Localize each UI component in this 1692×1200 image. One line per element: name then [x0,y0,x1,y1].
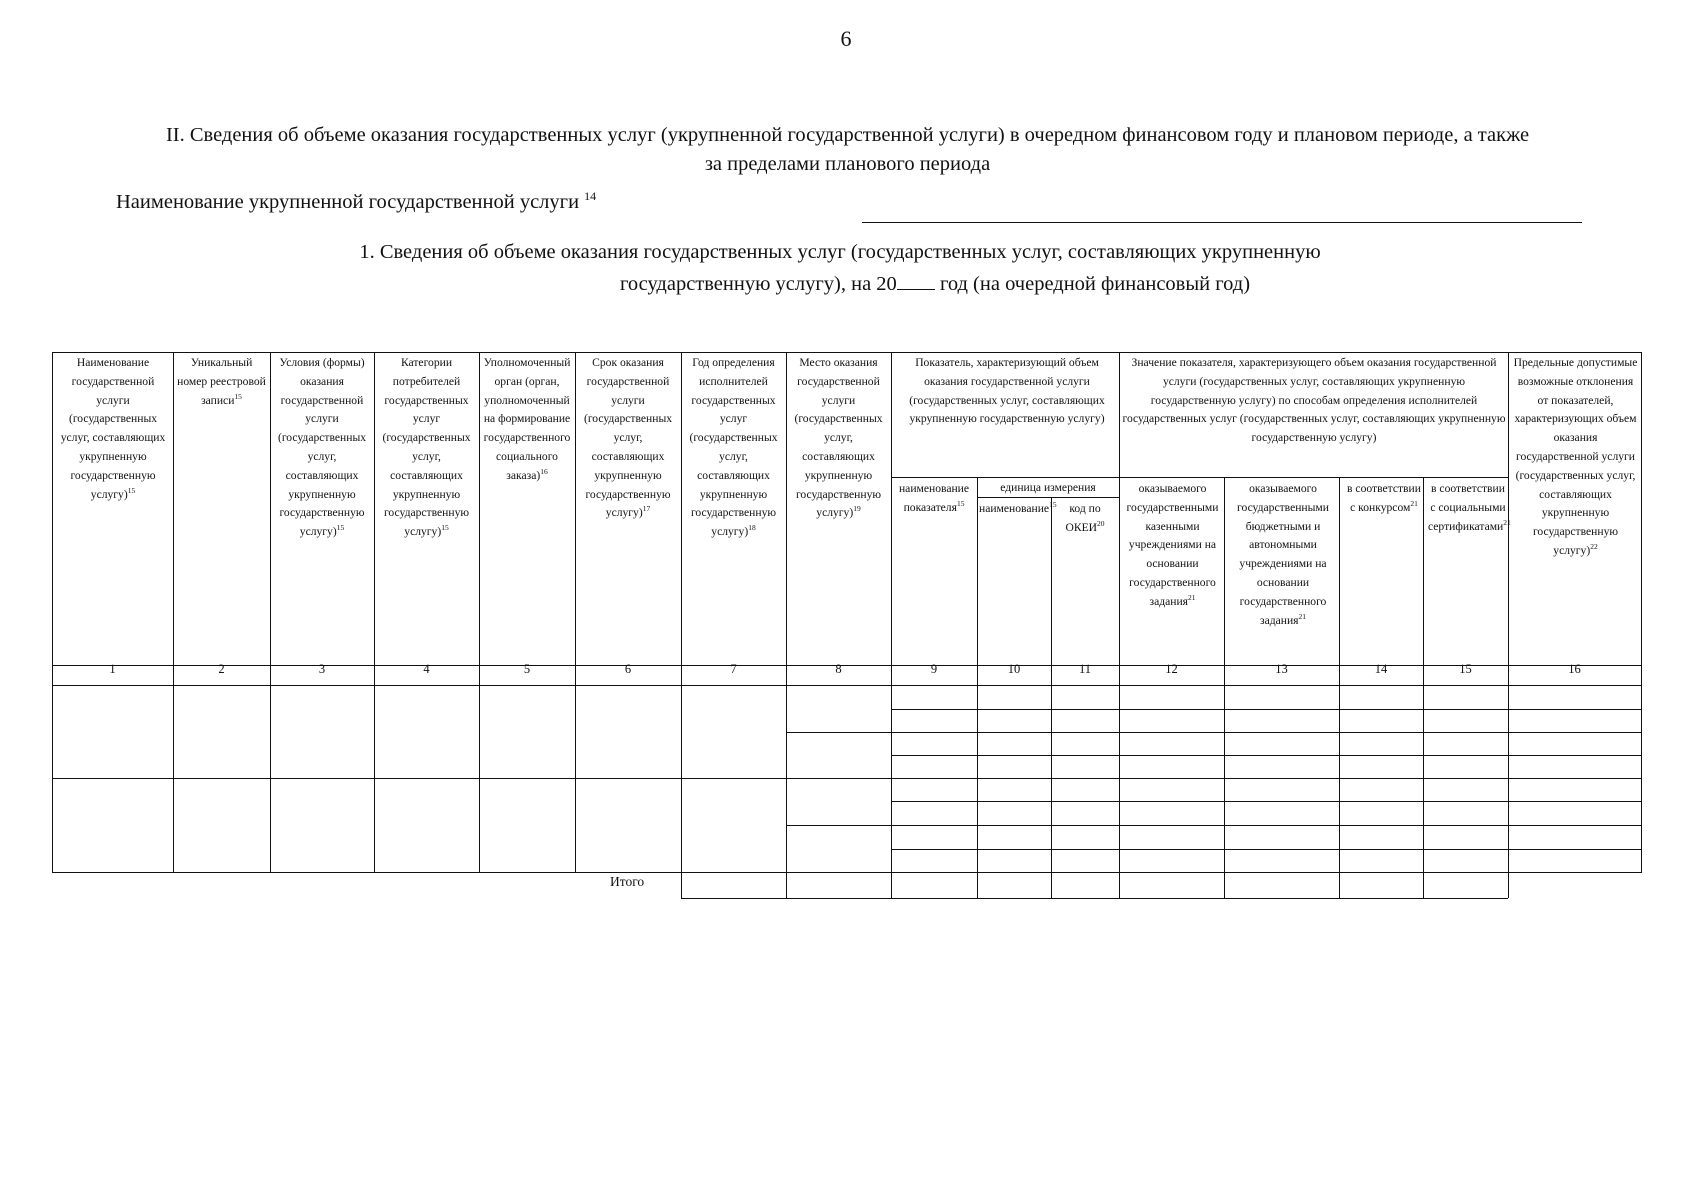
header-permissible-deviations: Предельные допустимые возможные отклонения от показателей, характеризующих объем оказания государственной услуги (государственных услуг, составляющих укрупненную государственную услугу)$^{22}$ [1513,356,1638,557]
column-number: 15 [1459,662,1472,676]
subsection-title-line-1: 1. Сведения об объеме оказания государственных услуг (государственных услуг, составляющих укрупненную [359,241,1321,263]
header-place-of-service: Место оказания государственной услуги (государственных услуг, составляющих укрупненную государственную услугу)$^{19}$ [794,356,883,520]
column-number: 9 [930,662,938,676]
header-consumer-categories: Категории потребителей государственных услуг (государственных услуг, составляющих укрупненную государственную услугу)$^{15}$ [382,356,471,539]
indicator-row-line-3 [891,801,1642,802]
header-indicator-group: Показатель, характеризующий объем оказания государственной услуги (государственных услуг, составляющих укрупненную государственную услугу) [909,356,1105,426]
table-data-bottom [52,872,1642,873]
col-line-14 [1423,477,1424,898]
column-number: 2 [218,662,225,676]
column-number: 1 [109,662,116,676]
column-number: 3 [318,662,326,676]
header-unit-name: наименование$^{15}$ [979,500,1057,515]
col-line-1 [173,352,174,872]
column-number: 13 [1275,662,1288,676]
header-social-certificates: в соответствии с социальными сертификатами$^{21}$ [1428,482,1511,533]
col-line-11 [1119,352,1120,898]
header-service-name: Наименование государственной услуги (государственных услуг, составляющих укрупненную государственную услугу)$^{15}$ [60,356,166,501]
header-okei-code: код по ОКЕИ$^{20}$ [1065,502,1105,534]
column-number: 11 [1078,662,1092,676]
column-number: 4 [423,662,430,676]
service-name-label: Наименование укрупненной государственной услуги [116,190,580,213]
column-number: 14 [1374,662,1388,676]
col-line-16 [1641,352,1642,872]
block-separator [52,778,1642,779]
column-number: 16 [1568,662,1581,676]
subsection-title-line-2 [140,268,1540,300]
page-number: 6 [840,26,852,51]
header-indicator-name: наименование показателя$^{15}$ [898,482,970,514]
service-name-row [116,189,596,214]
indicator-row-line-1 [891,709,1642,710]
section-title [60,121,1635,179]
total-row-bottom [681,898,1508,899]
service-name-footnote: 14 [584,189,597,203]
column-number: 6 [624,662,632,676]
header-value-group: Значение показателя, характеризующего объем оказания государственной услуги (государственных услуг, составляющих укрупненную государственную услугу) по способам определения исполнителей государственных услуг (государственных услуг, составляющих укрупненную государственную услугу) [1122,356,1506,445]
column-number: 7 [730,662,737,676]
header-service-term: Срок оказания государственной услуги (государственных услуг, составляющих укрупненную государственную услугу)$^{17}$ [583,356,673,520]
col-line-9 [977,477,978,898]
service-name-blank-line[interactable] [862,222,1582,223]
header-state-treasury: оказываемого государственными казенными учреждениями на основании государственного задания$^{21}$ [1126,482,1219,608]
header-registry-number: Уникальный номер реестровой записи$^{15}$ [177,356,266,407]
indicator-row-line-2 [891,755,1642,756]
column-number: 5 [523,662,531,676]
column-number: 10 [1007,662,1021,676]
header-authorized-body: Уполномоченный орган (орган, уполномоченный на формирование государственного социального заказа)$^{16}$ [483,356,571,482]
header-unit-group: единица измерения [1000,481,1096,494]
subsection-title-part-b: год (на очередной финансовый год) [939,273,1251,295]
header-year-of-determination: Год определения исполнителей государственных услуг (государственных услуг, составляющих укрупненную государственную услугу)$^{18}$ [689,356,778,539]
table-numbers-bottom [52,685,1642,686]
header-budget-autonomous: оказываемого государственными бюджетными и автономными учреждениями на основании государственного задания$^{21}$ [1237,482,1329,627]
column-number: 12 [1165,662,1178,676]
header-competition: в соответствии с конкурсом$^{21}$ [1347,482,1421,514]
col-line-15 [1508,352,1509,898]
col-line-8 [891,352,892,898]
subsection-title [140,236,1540,300]
group-12-15-line [1119,477,1509,478]
column-number: 8 [835,662,842,676]
section-title-line-2: за пределами планового периода [704,153,991,175]
place-row-line-1 [786,732,1642,733]
total-label: Итого [610,874,645,889]
col-line-10 [1051,497,1052,898]
subsection-title-part-a: государственную услугу), на 20 [619,273,897,295]
col-line-13 [1339,477,1340,898]
header-conditions: Условия (формы) оказания государственной услуги (государственных услуг, составляющих укрупненную государственную услугу)$^{15}$ [277,356,367,539]
year-blank[interactable] [897,289,935,290]
section-title-line-1: II. Сведения об объеме оказания государственных услуг (укрупненной государственной услуги) в очередном финансовом году и плановом периоде, а также [165,124,1530,146]
place-row-line-2 [786,825,1642,826]
indicator-row-line-4 [891,849,1642,850]
col-line-12 [1224,477,1225,898]
